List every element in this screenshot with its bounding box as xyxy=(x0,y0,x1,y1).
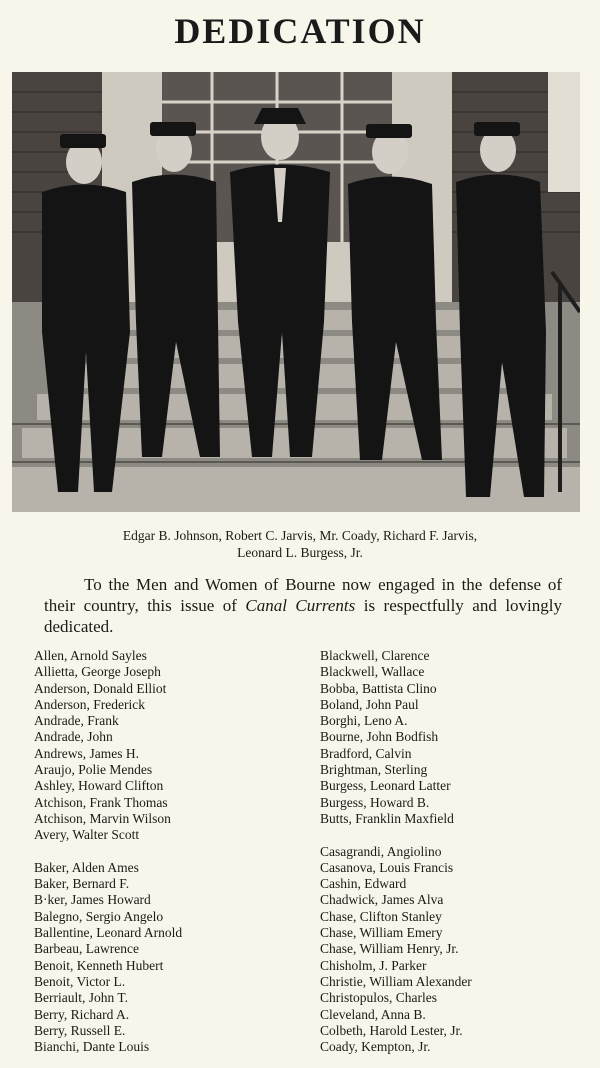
honoree-name: Andrade, Frank xyxy=(34,713,119,729)
honoree-name: Balegno, Sergio Angelo xyxy=(34,908,164,924)
honoree-name: Chase, Clifton Stanley xyxy=(320,908,442,924)
honoree-name: Boland, John Paul xyxy=(320,696,419,712)
honoree-name: Allen, Arnold Sayles xyxy=(34,648,147,663)
names-group-a1 xyxy=(34,648,304,844)
honoree-name: Chase, William Emery xyxy=(320,925,443,941)
honoree-name: Ashley, Howard Clifton xyxy=(34,778,164,794)
publication-title: Canal Currents xyxy=(245,596,356,615)
caption-line-2: Leonard L. Burgess, Jr. xyxy=(237,545,363,560)
photo-caption xyxy=(20,527,580,561)
honoree-name: Anderson, Donald Elliot xyxy=(34,680,167,696)
honoree-name: Andrade, John xyxy=(34,729,113,745)
honoree-name: Andrews, James H. xyxy=(34,745,139,761)
names-column-1 xyxy=(34,648,304,1055)
honoree-name: Atchison, Marvin Wilson xyxy=(34,810,171,826)
honoree-name: Berry, Richard A. xyxy=(34,1006,130,1022)
honoree-name: Bobba, Battista Clino xyxy=(320,680,437,696)
honoree-name: Burgess, Howard B. xyxy=(320,794,430,810)
honoree-name: Casagrandi, Angiolino xyxy=(320,843,442,859)
honoree-name: Benoit, Victor L. xyxy=(34,973,126,989)
honoree-name: Casanova, Louis Francis xyxy=(320,859,454,875)
honoree-name: Barbeau, Lawrence xyxy=(34,941,139,957)
honoree-name: Baker, Alden Ames xyxy=(34,859,139,875)
honoree-name: Atchison, Frank Thomas xyxy=(34,794,168,810)
names-group-c xyxy=(320,844,590,1056)
honoree-name: Cleveland, Anna B. xyxy=(320,1006,426,1022)
honoree-name: Allietta, George Joseph xyxy=(34,664,161,680)
page-title: DEDICATION xyxy=(174,11,426,51)
honoree-name: Christopulos, Charles xyxy=(320,990,437,1006)
honoree-name: Avery, Walter Scott xyxy=(34,827,140,843)
honoree-name: Berriault, John T. xyxy=(34,990,128,1006)
honoree-name: B·ker, James Howard xyxy=(34,892,151,908)
honoree-name: Brightman, Sterling xyxy=(320,762,428,778)
dedication-paragraph xyxy=(44,574,562,637)
honoree-name: Christie, William Alexander xyxy=(320,973,472,989)
honoree-name: Anderson, Frederick xyxy=(34,696,145,712)
honoree-name: Benoit, Kenneth Hubert xyxy=(34,957,164,973)
honoree-name: Bianchi, Dante Louis xyxy=(34,1039,150,1055)
honoree-name: Bourne, John Bodfish xyxy=(320,729,439,745)
honoree-name: Ballentine, Leonard Arnold xyxy=(34,925,183,941)
honoree-name: Araujo, Polie Mendes xyxy=(34,762,153,778)
honoree-name: Blackwell, Clarence xyxy=(320,648,430,663)
honoree-name: Borghi, Leno A. xyxy=(320,713,408,729)
names-column-2 xyxy=(320,648,590,1055)
honoree-name: Chisholm, J. Parker xyxy=(320,957,427,973)
caption-line-1: Edgar B. Johnson, Robert C. Jarvis, Mr. Coady, Richard F. Jarvis, xyxy=(122,528,478,543)
names-group-b2 xyxy=(320,648,590,827)
honoree-name: Cashin, Edward xyxy=(320,876,407,892)
honoree-name: Bradford, Calvin xyxy=(320,745,412,761)
honoree-name: Baker, Bernard F. xyxy=(34,876,130,892)
dedication-text-after: is respectfully and lovingly dedicated. xyxy=(44,596,562,636)
honoree-name: Chase, William Henry, Jr. xyxy=(320,941,459,957)
honoree-name: Butts, Franklin Maxfield xyxy=(320,810,454,826)
honoree-name: Chadwick, James Alva xyxy=(320,892,444,908)
honoree-name: Blackwell, Wallace xyxy=(320,664,425,680)
group-photo-illustration xyxy=(12,72,580,512)
honoree-name: Coady, Kempton, Jr. xyxy=(320,1039,431,1055)
names-group-b xyxy=(34,860,304,1056)
honoree-name: Berry, Russell E. xyxy=(34,1022,126,1038)
dedication-text-before: To the Men and Women of Bourne now engaged in the defense of their country, this issue of xyxy=(44,575,562,615)
honoree-name: Colbeth, Harold Lester, Jr. xyxy=(320,1022,463,1038)
honoree-name: Burgess, Leonard Latter xyxy=(320,778,451,794)
group-photo xyxy=(12,72,580,512)
